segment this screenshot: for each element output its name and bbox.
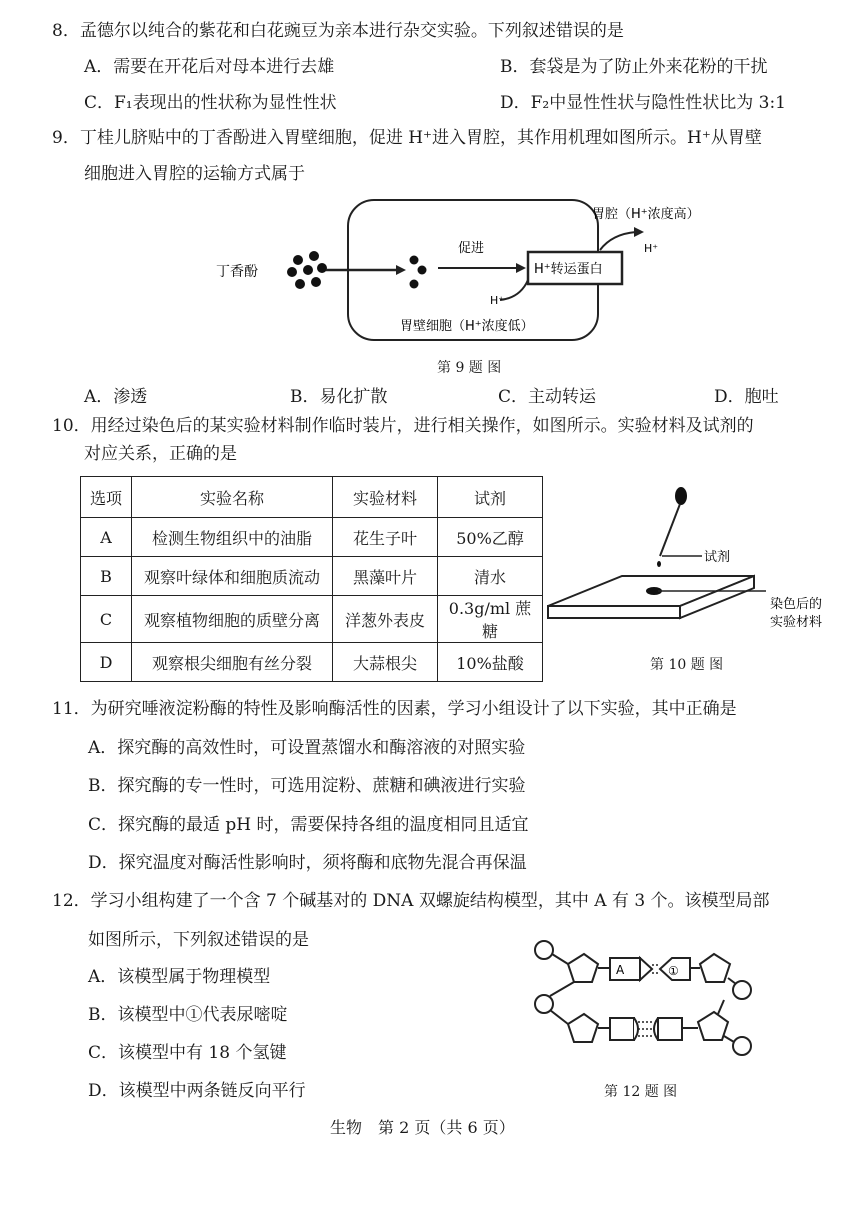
table-cell: 观察叶绿体和细胞质流动	[132, 557, 333, 596]
table-cell: A	[81, 518, 132, 557]
q9-stem-line2: 细胞进入胃腔的运输方式属于	[84, 164, 305, 184]
q9-caption: 第 9 题 图	[437, 360, 502, 376]
phosphate-circle	[535, 941, 553, 959]
deoxyribose-pentagon	[700, 954, 730, 982]
table-row	[81, 518, 543, 557]
h-out-label: H⁺	[644, 242, 659, 255]
table-cell: D	[81, 643, 132, 682]
h-out-arrow	[600, 232, 636, 250]
table-cell: 大蒜根尖	[333, 643, 438, 682]
q10-table	[80, 476, 543, 682]
base-block	[658, 1018, 682, 1040]
q10-stem-line2: 对应关系，正确的是	[84, 444, 237, 464]
table-header: 选项	[81, 477, 132, 518]
table-cell: 观察根尖细胞有丝分裂	[132, 643, 333, 682]
page-footer: 生物 第 2 页（共 6 页）	[330, 1118, 515, 1137]
table-cell: 50%乙醇	[438, 518, 543, 557]
table-cell: 黑藻叶片	[333, 557, 438, 596]
cell-label: 胃壁细胞（H⁺浓度低）	[400, 319, 534, 334]
q10-caption: 第 10 题 图	[650, 657, 724, 673]
table-cell: 洋葱外表皮	[333, 596, 438, 643]
q10-stem-line1: 10．用经过染色后的某实验材料制作临时装片，进行相关操作，如图所示。实验材料及试剂的	[52, 416, 754, 436]
deoxyribose-pentagon	[698, 1012, 728, 1040]
q8-option-d: D．F₂中显性性状与隐性性状比为 3:1	[500, 93, 787, 113]
base-block	[610, 1018, 634, 1040]
table-cell: 检测生物组织中的油脂	[132, 518, 333, 557]
q9-option-b: B．易化扩散	[290, 387, 388, 407]
eugenol-molecules-outside	[287, 251, 327, 289]
table-row	[81, 557, 543, 596]
q9-option-d: D．胞吐	[714, 387, 779, 407]
q11-option-a: A．探究酶的高效性时，可设置蒸馏水和酶溶液的对照实验	[88, 738, 526, 758]
table-cell: 10%盐酸	[438, 643, 543, 682]
q9-figure	[200, 188, 740, 368]
q12-option-d: D．该模型中两条链反向平行	[88, 1081, 306, 1101]
q10-figure	[540, 484, 865, 664]
table-cell: C	[81, 596, 132, 643]
reagent-label: 试剂	[704, 550, 731, 565]
material-label-line1: 染色后的	[770, 597, 823, 612]
base-a-block	[610, 958, 640, 980]
dropper-bulb	[675, 487, 687, 505]
table-row	[81, 643, 543, 682]
q8-stem: 8．孟德尔以纯合的紫花和白花豌豆为亲本进行杂交实验。下列叙述错误的是	[52, 21, 624, 41]
table-cell: B	[81, 557, 132, 596]
transporter-label: H⁺转运蛋白	[534, 262, 603, 277]
q9-stem-line1: 9．丁桂儿脐贴中的丁香酚进入胃壁细胞，促进 H⁺进入胃腔，其作用机理如图所示。H⁺从胃壁	[52, 128, 762, 148]
dropper-tube	[660, 504, 680, 556]
eugenol-label: 丁香酚	[216, 264, 258, 280]
material-label-line2: 实验材料	[770, 615, 823, 630]
base-a-label: A	[616, 963, 625, 977]
q12-option-b: B．该模型中①代表尿嘧啶	[88, 1005, 288, 1025]
q9-option-c: C．主动转运	[498, 387, 597, 407]
eugenol-molecules-inside	[410, 256, 427, 289]
deoxyribose-pentagon	[568, 954, 598, 982]
reagent-drop	[657, 561, 661, 567]
table-cell: 花生子叶	[333, 518, 438, 557]
q9-option-a: A．渗透	[84, 387, 148, 407]
q11-stem: 11．为研究唾液淀粉酶的特性及影响酶活性的因素，学习小组设计了以下实验，其中正确是	[52, 699, 737, 719]
phosphate-circle	[733, 1037, 751, 1055]
table-row	[81, 596, 543, 643]
table-header: 实验名称	[132, 477, 333, 518]
q12-figure	[528, 936, 760, 1066]
q12-caption: 第 12 题 图	[604, 1084, 678, 1100]
table-cell: 清水	[438, 557, 543, 596]
cavity-label: 胃腔（H⁺浓度高）	[592, 207, 700, 222]
base-1-label: ①	[668, 964, 679, 978]
table-header-row	[81, 477, 543, 518]
q8-option-c: C．F₁表现出的性状称为显性性状	[84, 93, 337, 113]
table-cell: 0.3g/ml 蔗糖	[438, 596, 543, 643]
q8-option-a: A．需要在开花后对母本进行去雄	[84, 57, 335, 77]
q11-option-d: D．探究温度对酶活性影响时，须将酶和底物先混合再保温	[88, 853, 527, 873]
table-header: 实验材料	[333, 477, 438, 518]
q12-stem-line2: 如图所示，下列叙述错误的是	[88, 930, 309, 950]
table-cell: 观察植物细胞的质壁分离	[132, 596, 333, 643]
q12-option-a: A．该模型属于物理模型	[88, 967, 271, 987]
h-in-arrow	[500, 280, 528, 300]
q8-option-b: B．套袋是为了防止外来花粉的干扰	[500, 57, 768, 77]
promote-label: 促进	[458, 241, 485, 256]
h-in-label: H⁺	[490, 294, 505, 307]
q11-option-b: B．探究酶的专一性时，可选用淀粉、蔗糖和碘液进行实验	[88, 776, 526, 796]
table-header: 试剂	[438, 477, 543, 518]
q12-stem-line1: 12．学习小组构建了一个含 7 个碱基对的 DNA 双螺旋结构模型，其中 A 有 3 个。该模型局部	[52, 891, 770, 911]
glass-slide-front	[548, 606, 680, 618]
q11-option-c: C．探究酶的最适 pH 时，需要保持各组的温度相同且适宜	[88, 815, 529, 835]
deoxyribose-pentagon	[568, 1014, 598, 1042]
q12-option-c: C．该模型中有 18 个氢键	[88, 1043, 287, 1063]
